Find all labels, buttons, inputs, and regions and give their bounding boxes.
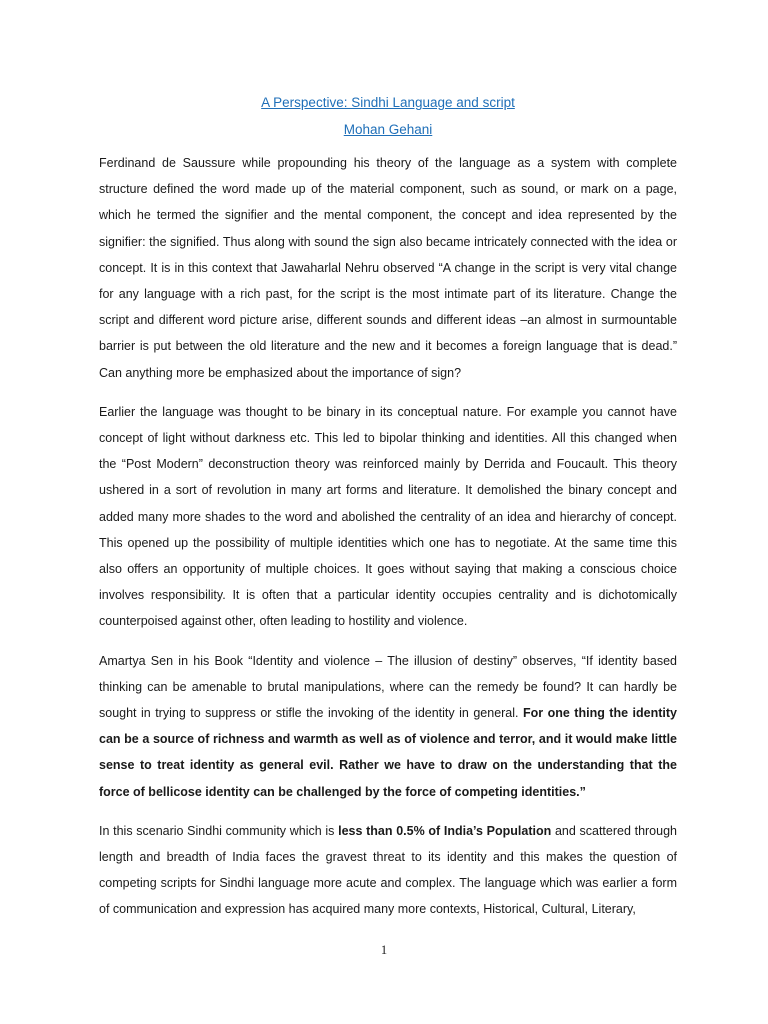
document-title-link[interactable]: A Perspective: Sindhi Language and script [261,95,515,110]
paragraph-sindhi-community [99,818,677,923]
paragraph-amartya-sen-bold-quote: For one thing the identity can be a source of richness and warmth as well as of violence and terror, and it would make little sense to treat identity as general evil. Rather we have to draw on the understanding that the force of bellicose identity can be challenged by the force of competing identities.” [99,706,677,799]
author-link[interactable]: Mohan Gehani [343,122,433,137]
paragraph-sindhi-text-end: and scattered through length and breadth of India faces the gravest threat to its identity and this makes the question of competing scripts for Sindhi language more acute and complex. The language which was earlier a form of communication and expression has acquired many more contexts, Historical, Cultural, Literary, [99,823,677,917]
paragraph-amartya-sen [99,648,677,805]
page-number: 1 [380,943,388,957]
paragraph-sindhi-text-start: In this scenario Sindhi community which is [99,823,339,838]
paragraph-amartya-sen-text: Amartya Sen in his Book “Identity and violence – The illusion of destiny” observes, “If identity based thinking can be amenable to brutal manipulations, where can the remedy be found? It can hardly be sought in trying to suppress or stifle the invoking of the identity in general. [99,653,677,721]
paragraph-binary: Earlier the language was thought to be binary in its conceptual nature. For example you cannot have concept of light without darkness etc. This led to bipolar thinking and identities. All this changed when the “Post Modern” deconstruction theory was reinforced mainly by Derrida and Foucault. This theory ushered in a sort of revolution in many art forms and literature. It demolished the binary concept and added many more shades to the word and abolished the centrality of an idea and hierarchy of concept. This opened up the possibility of multiple identities which one has to negotiate. At the same time this also offers an opportunity of multiple choices. It goes without saying that making a conscious choice involves responsibility. It is often that a particular identity occupies centrality and is dichotomically counterpoised against other, often leading to hostility and violence. [99,404,677,629]
document-body [99,94,677,936]
paragraph-sindhi-population-bold: less than 0.5% of India’s Population [338,823,552,838]
paragraph-saussure: Ferdinand de Saussure while propounding his theory of the language as a system with complete structure defined the word made up of the material component, such as sound, or mark on a page, which he termed the signifier and the mental component, the concept and idea represented by the signifier: the signified. Thus along with sound the sign also became intricately connected with the idea or concept. It is in this context that Jawaharlal Nehru observed “A change in the script is very vital change for any language with a rich past, for the script is the most intimate part of its literature. Change the script and different word picture arise, different sounds and different ideas –an almost in surmountable barrier is put between the old literature and the new and it becomes a foreign language that is dead.” Can anything more be emphasized about the importance of sign? [99,156,677,380]
